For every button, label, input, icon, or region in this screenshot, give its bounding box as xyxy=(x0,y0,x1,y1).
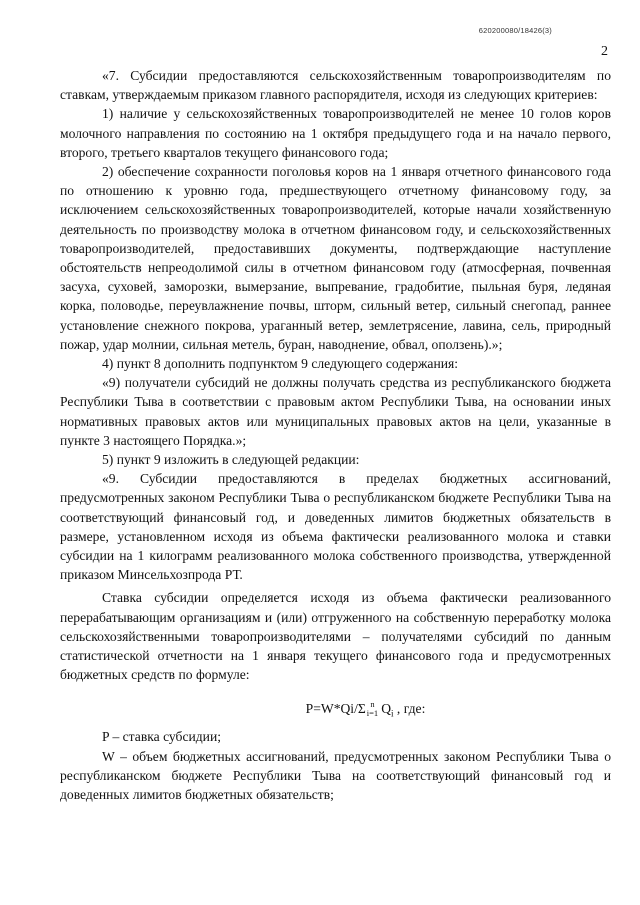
subsidy-formula xyxy=(120,699,611,724)
page-number: 2 xyxy=(601,44,608,59)
document-body xyxy=(60,66,611,804)
definition-w: W – объем бюджетных ассигнований, предусмотренных законом Республики Тыва о республиканском бюджете Республики Тыва на соответствующий финансовый год и доведенных лимитов бюджетных обязательств; xyxy=(60,748,611,803)
formula-sum-upper: n xyxy=(370,699,375,710)
formula-main: P=W*Qi/Σ xyxy=(305,700,366,716)
paragraph-rate-definition: Ставка субсидии определяется исходя из объема фактически реализованного перерабатывающим организациям и (или) отгруженного на собственную переработку молока сельскохозяйственными товаропроизводителями – получателями субсидий по данным статистической отчетности на 1 января текущего финансового года и предусмотренных бюджетных средств по формуле: xyxy=(60,590,611,683)
formula-q: Q xyxy=(381,700,392,716)
paragraph-item-4: 4) пункт 8 дополнить подпунктом 9 следующего содержания: xyxy=(102,356,459,372)
paragraph-item-5: 5) пункт 9 изложить в следующей редакции: xyxy=(102,452,360,468)
paragraph-subsidy-criteria: «7. Субсидии предоставляются сельскохозяйственным товаропроизводителям по ставкам, утверждаемым приказом главного распорядителя, исходя из следующих критериев: xyxy=(60,68,611,103)
paragraph-subpoint-9: «9) получатели субсидий не должны получать средства из республиканского бюджета Республики Тыва в соответствии с правовым актом Республики Тыва, на основании иных нормативных правовых актов или муниципальных правовых актов на цели, указанные в пункте 3 настоящего Порядка.»; xyxy=(60,375,611,448)
formula-q-index: i xyxy=(391,708,394,719)
formula-sum-lower: i=1 xyxy=(366,708,379,719)
definition-p: P – ставка субсидии; xyxy=(102,729,222,745)
formula-tail: , где: xyxy=(393,700,426,716)
paragraph-point-9: «9. Субсидии предоставляются в пределах бюджетных ассигнований, предусмотренных законом Республики Тыва о республиканском бюджете Республики Тыва на соответствующий финансовый год, и доведенных лимитов бюджетных обязательств в размере, установленном исходя из объема фактически реализованного молока и ставки субсидии на 1 килограмм реализованного молока собственного производства, утвержденной приказом Минсельхозпрода РТ. xyxy=(60,471,611,583)
paragraph-criterion-2: 2) обеспечение сохранности поголовья коров на 1 января отчетного финансового года по отношению к уровню года, предшествующего отчетному финансовому году, за исключением сельскохозяйственных товаропроизводителей, которые начали хозяйственную деятельность по производству молока в отчетном финансовом году, и сельскохозяйственных товаропроизводителей, предоставивших документы, подтверждающие наступление обстоятельств непреодолимой силы в отчетном финансовом году (атмосферная, почвенная засуха, суховей, заморозки, вымерзание, выпревание, градобитие, пыльная буря, ледяная корка, половодье, переувлажнение почвы, шторм, сильный ветер, сильный снегопад, раннее установление снежного покрова, ураганный ветер, землетрясение, лавина, сель, природный пожар, удар молнии, сильная метель, буран, наводнение, обвал, оползень).»; xyxy=(60,164,611,352)
document-id: 620200080/18426(3) xyxy=(478,26,552,35)
paragraph-criterion-1: 1) наличие у сельскохозяйственных товаропроизводителей не менее 10 голов коров молочного направления по состоянию на 1 октября предыдущего года и на начало первого, второго, третьего кварталов текущего финансового года; xyxy=(60,106,611,160)
